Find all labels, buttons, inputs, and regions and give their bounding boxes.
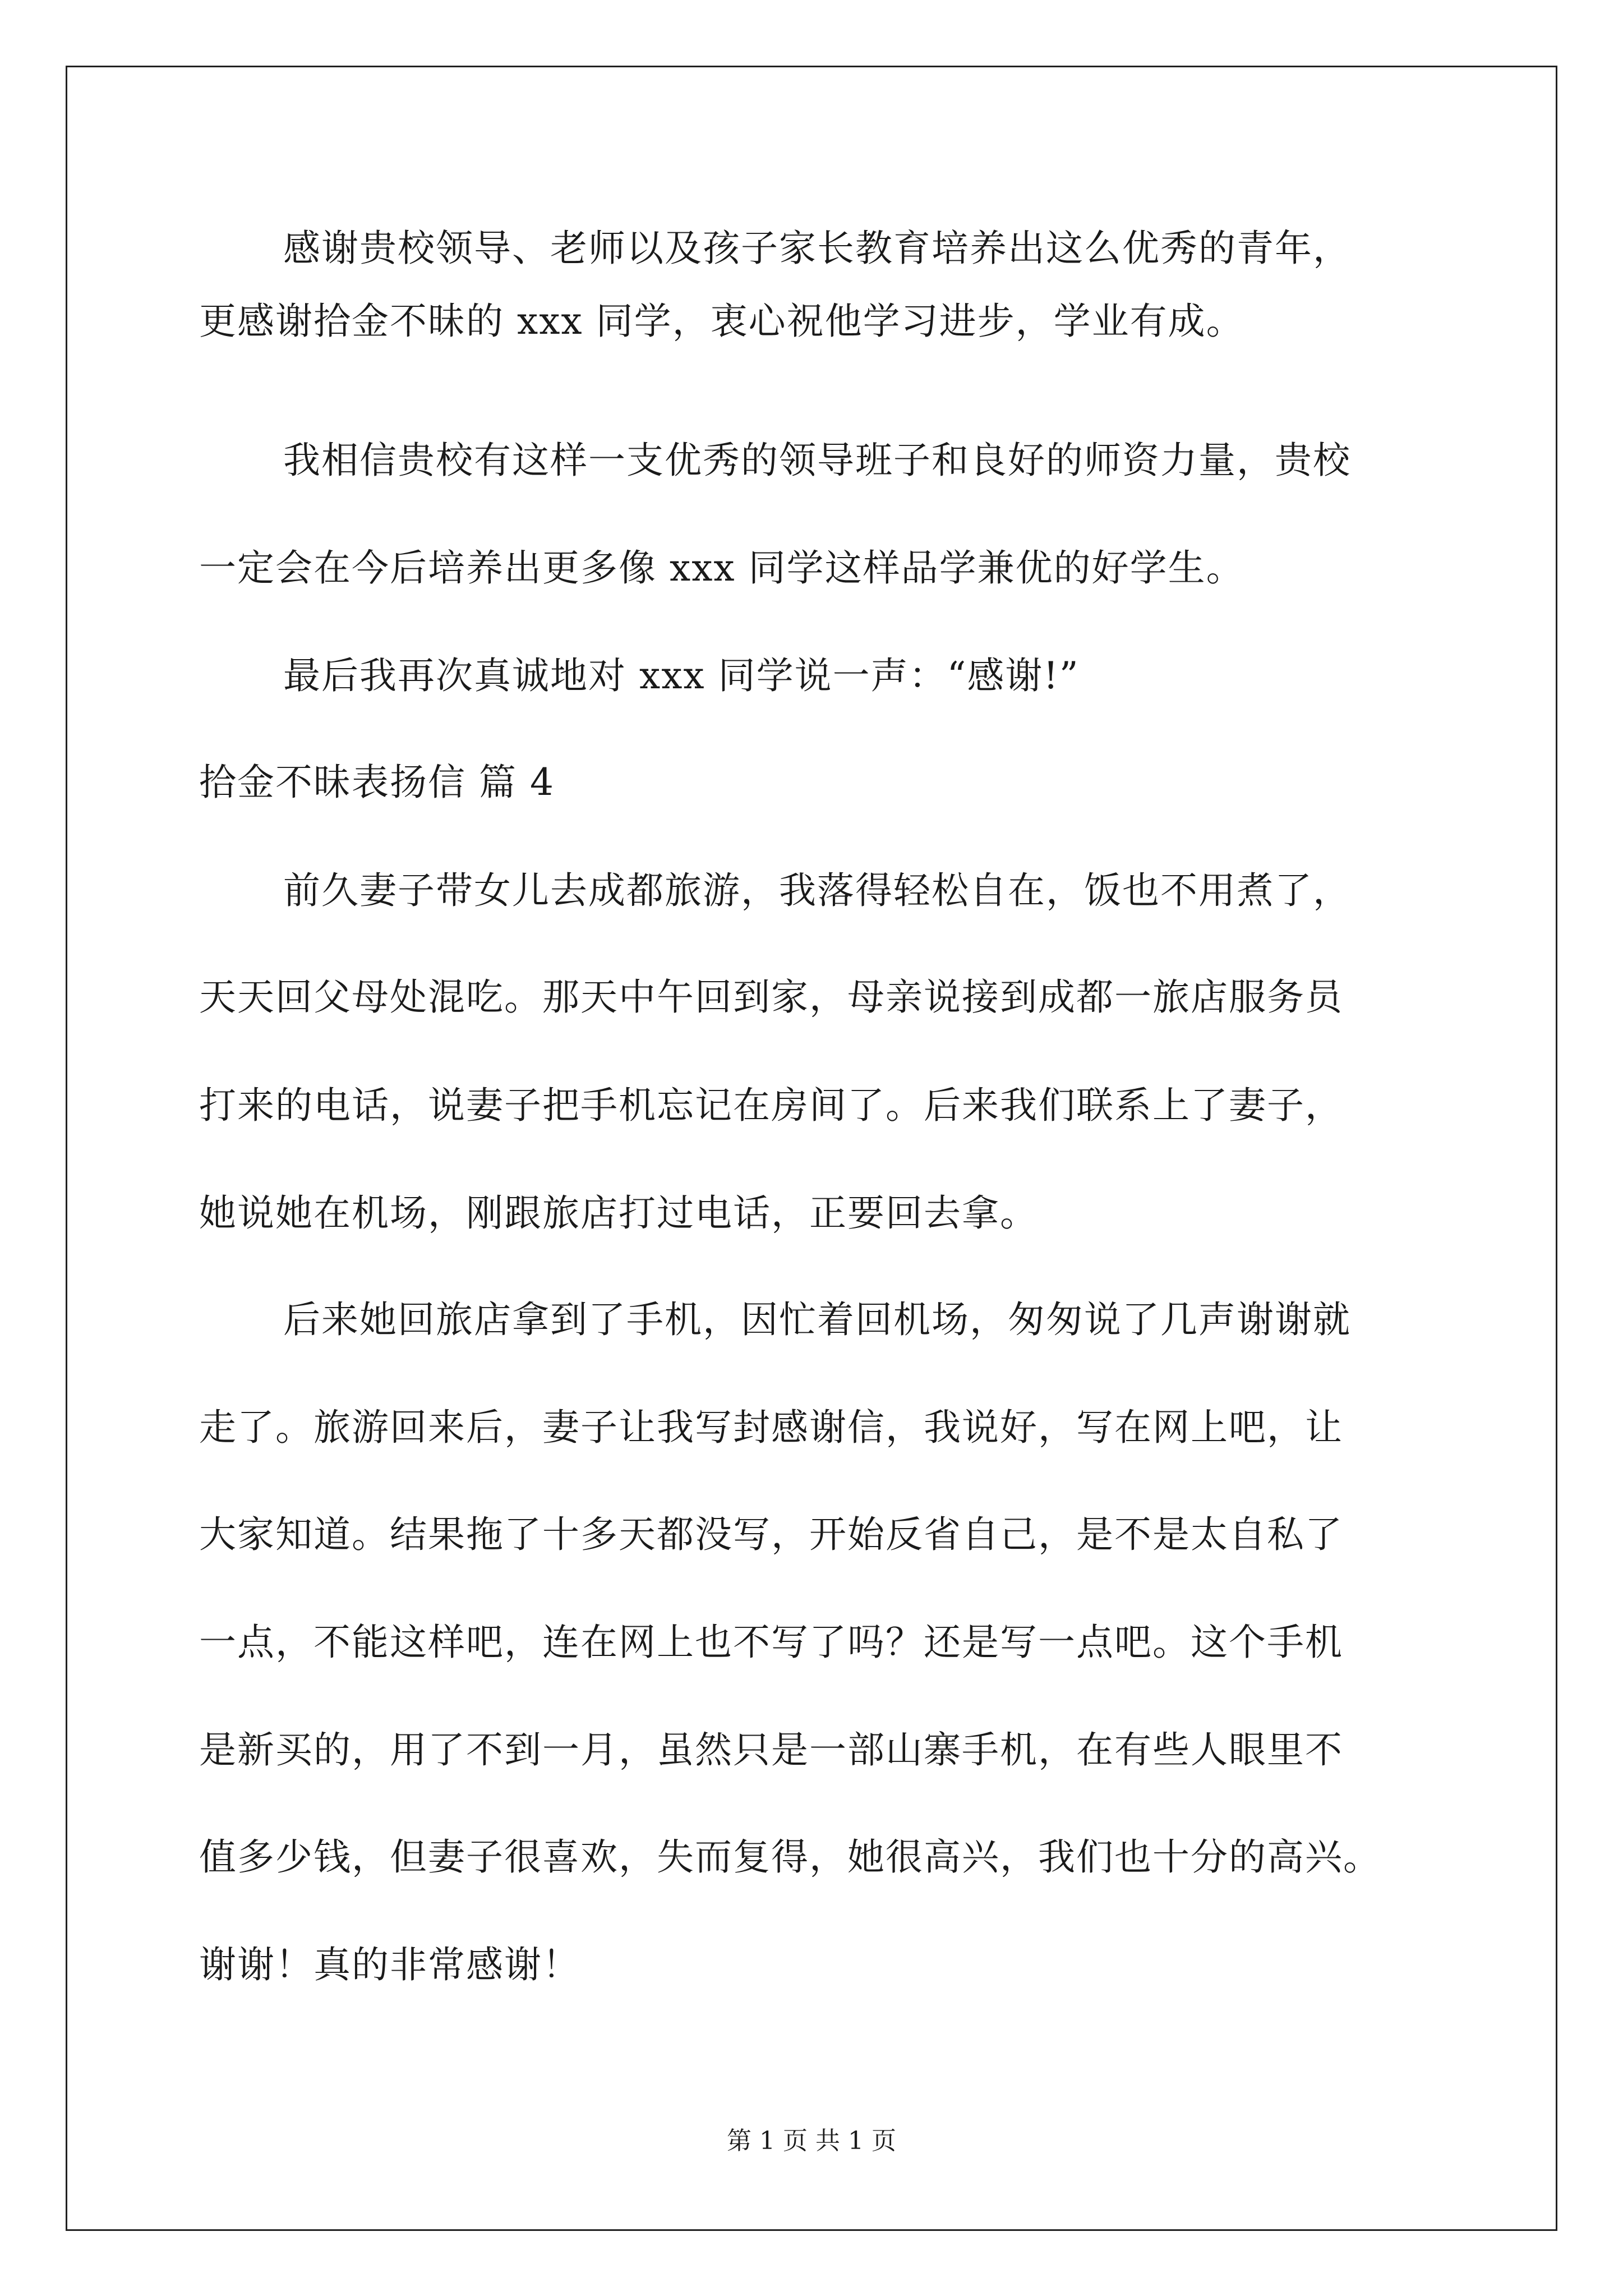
section-heading: 拾金不昧表扬信 篇 4 bbox=[199, 761, 555, 804]
paragraph-line: 一点，不能这样吧，连在网上也不写了吗？还是写一点吧。这个手机 bbox=[199, 1621, 1343, 1664]
paragraph-line: 后来她回旅店拿到了手机，因忙着回机场，匆匆说了几声谢谢就 bbox=[283, 1298, 1351, 1341]
paragraph-line: 是新买的，用了不到一月，虽然只是一部山寨手机，在有些人眼里不 bbox=[199, 1728, 1343, 1772]
page-border bbox=[66, 66, 1557, 2231]
page-footer: 第 1 页 共 1 页 bbox=[727, 2127, 896, 2155]
paragraph-line: 我相信贵校有这样一支优秀的领导班子和良好的师资力量，贵校 bbox=[283, 439, 1351, 482]
paragraph-line: 一定会在今后培养出更多像 xxx 同学这样品学兼优的好学生。 bbox=[199, 546, 1244, 590]
paragraph-line: 天天回父母处混吃。那天中午回到家，母亲说接到成都一旅店服务员 bbox=[199, 976, 1343, 1019]
paragraph-line: 感谢贵校领导、老师以及孩子家长教育培养出这么优秀的青年， bbox=[283, 227, 1351, 270]
paragraph-line: 打来的电话，说妻子把手机忘记在房间了。后来我们联系上了妻子， bbox=[199, 1084, 1343, 1127]
paragraph-line: 前久妻子带女儿去成都旅游，我落得轻松自在，饭也不用煮了， bbox=[283, 869, 1351, 912]
paragraph-line: 大家知道。结果拖了十多天都没写，开始反省自己，是不是太自私了 bbox=[199, 1513, 1343, 1556]
paragraph-line: 走了。旅游回来后，妻子让我写封感谢信，我说好，写在网上吧，让 bbox=[199, 1406, 1343, 1449]
paragraph-line: 最后我再次真诚地对 xxx 同学说一声：“感谢!” bbox=[283, 654, 1080, 697]
paragraph-line: 她说她在机场，刚跟旅店打过电话，正要回去拿。 bbox=[199, 1191, 1038, 1235]
paragraph-line: 谢谢！真的非常感谢！ bbox=[199, 1943, 580, 1986]
paragraph-line: 更感谢拾金不昧的 xxx 同学，衷心祝他学习进步，学业有成。 bbox=[199, 300, 1244, 343]
paragraph-line: 值多少钱，但妻子很喜欢，失而复得，她很高兴，我们也十分的高兴。 bbox=[199, 1835, 1381, 1879]
